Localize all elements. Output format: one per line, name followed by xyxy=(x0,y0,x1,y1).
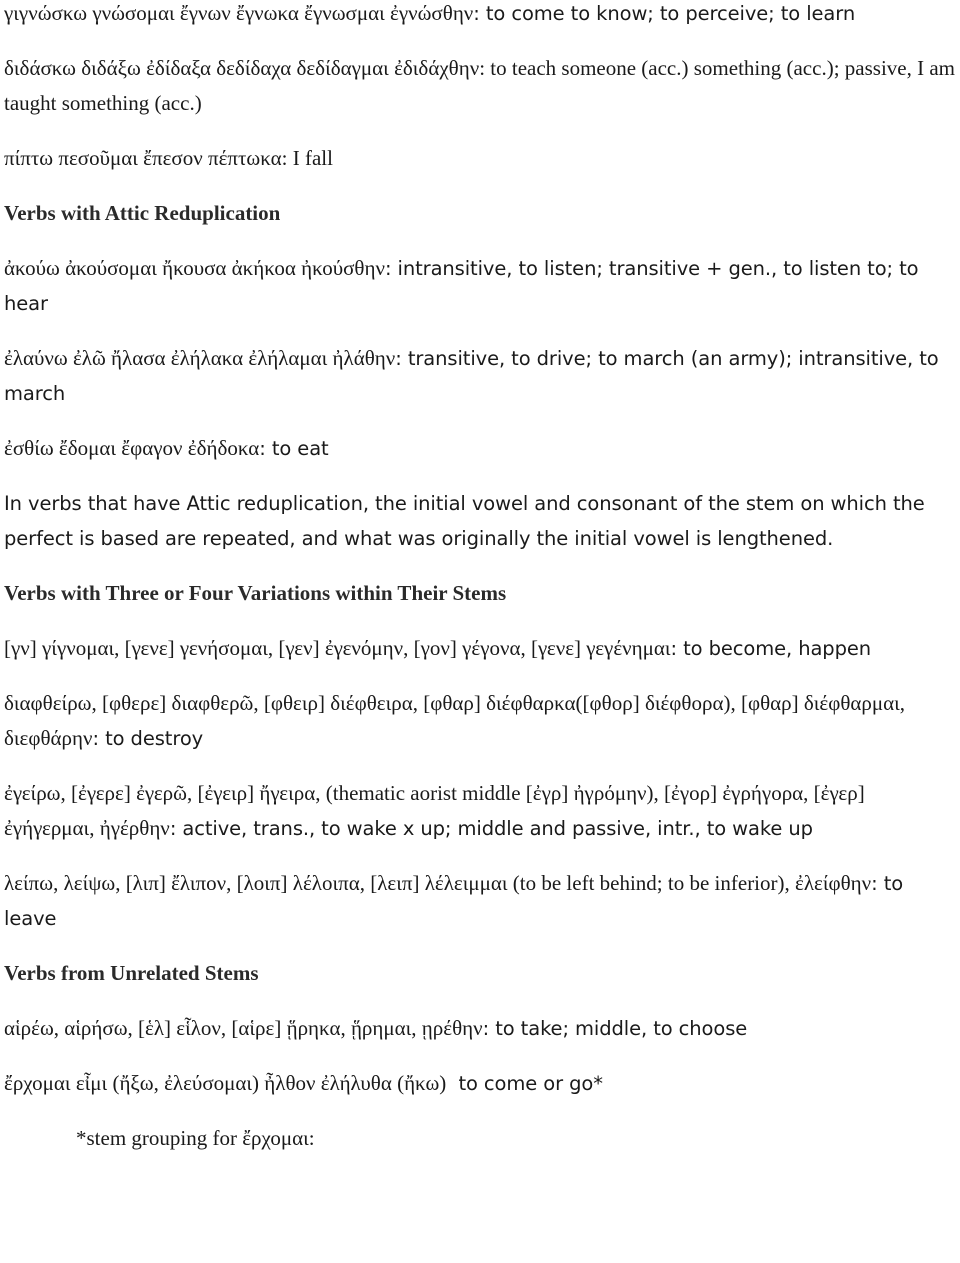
greek-forms: γιγνώσκω γνώσομαι ἔγνων ἔγνωκα ἔγνωσμαι ἐγνώσθην xyxy=(4,1,474,25)
greek-forms: ἀκούω ἀκούσομαι ἤκουσα ἀκήκοα ἠκούσθην xyxy=(4,256,385,280)
vocab-entry-ginosko xyxy=(4,0,956,31)
vocab-entry-erchomai xyxy=(4,1066,956,1101)
greek-forms: πίπτω πεσοῦμαι ἔπεσον πέπτωκα xyxy=(4,146,282,170)
vocab-entry-akouo xyxy=(4,251,956,321)
section-heading-unrelated-stems: Verbs from Unrelated Stems xyxy=(4,961,259,985)
section-heading-attic-reduplication: Verbs with Attic Reduplication xyxy=(4,201,281,225)
greek-forms: λείπω, λείψω, [λιπ] ἔλιπον, [λοιπ] λέλοιπα, [λειπ] λέλειμμαι (to be left behind; to be inferior), ἐλείφθην xyxy=(4,871,872,895)
definition: : to destroy xyxy=(92,727,204,750)
stem-grouping-note: *stem grouping for ἔρχομαι: xyxy=(76,1126,315,1150)
definition: : to come to know; to perceive; to learn xyxy=(473,2,856,25)
vocab-entry-pipto xyxy=(4,141,956,176)
definition: : to become, happen xyxy=(670,637,872,660)
definition: : transitive, to drive; to march (an army); intransitive, to march xyxy=(4,347,939,405)
greek-forms: διαφθείρω, [φθερε] διαφθερῶ, [φθειρ] διέφθειρα, [φθαρ] διέφθαρκα([φθορ] διέφθορα), [φθαρ] διέφθαρμαι, διεφθάρην xyxy=(4,691,906,750)
definition: : to teach someone (acc.) something (acc.); passive, I am taught something (acc.) xyxy=(4,56,955,115)
definition: : intransitive, to listen; transitive + gen., to listen to; to hear xyxy=(4,257,919,315)
definition: : active, trans., to wake x up; middle and passive, intr., to wake up xyxy=(169,817,813,840)
definition: : to eat xyxy=(259,437,329,460)
greek-forms: ἐσθίω ἔδομαι ἔφαγον ἐδήδοκα xyxy=(4,436,260,460)
vocab-entry-esthio xyxy=(4,431,956,466)
vocab-entry-gignomai xyxy=(4,631,956,666)
definition: to come or go* xyxy=(446,1072,603,1095)
vocab-entry-egeiro xyxy=(4,776,956,846)
definition: : I fall xyxy=(281,146,333,170)
vocab-entry-leipo xyxy=(4,866,956,936)
vocab-entry-haireo xyxy=(4,1011,956,1046)
greek-forms: διδάσκω διδάξω ἐδίδαξα δεδίδαχα δεδίδαγμαι ἐδιδάχθην xyxy=(4,56,480,80)
vocab-entry-elauno xyxy=(4,341,956,411)
greek-forms: ἐγείρω, [ἐγερε] ἐγερῶ, [ἐγειρ] ἤγειρα, (thematic aorist middle [ἐγρ] ἠγρόμην), [ἐγορ] ἐγρήγορα, [ἐγερ] ἐγήγερμαι, ἠγέρθην xyxy=(4,781,865,840)
vocab-entry-diaphtheiro xyxy=(4,686,956,756)
greek-forms: [γν] γίγνομαι, [γενε] γενήσομαι, [γεν] ἐγενόμην, [γον] γέγονα, [γενε] γεγένημαι xyxy=(4,636,671,660)
greek-forms: αἱρέω, αἱρήσω, [ἑλ] εἷλον, [αἱρε] ᾕρηκα, ᾕρημαι, ῃρέθην xyxy=(4,1016,483,1040)
document-page xyxy=(4,0,956,1156)
section-heading-stem-variations: Verbs with Three or Four Variations within Their Stems xyxy=(4,581,507,605)
attic-reduplication-explanation: In verbs that have Attic reduplication, the initial vowel and consonant of the stem on which the perfect is based are repeated, and what was originally the initial vowel is lengthened. xyxy=(4,492,925,550)
greek-forms: ἔρχομαι εἶμι (ἤξω, ἐλεύσομαι) ἦλθον ἐλήλυθα (ἤκω) xyxy=(4,1071,447,1095)
vocab-entry-didasko xyxy=(4,51,956,121)
definition: : to leave xyxy=(4,872,904,930)
greek-forms: ἐλαύνω ἐλῶ ἤλασα ἐλήλακα ἐλήλαμαι ἠλάθην xyxy=(4,346,396,370)
definition: : to take; middle, to choose xyxy=(482,1017,748,1040)
